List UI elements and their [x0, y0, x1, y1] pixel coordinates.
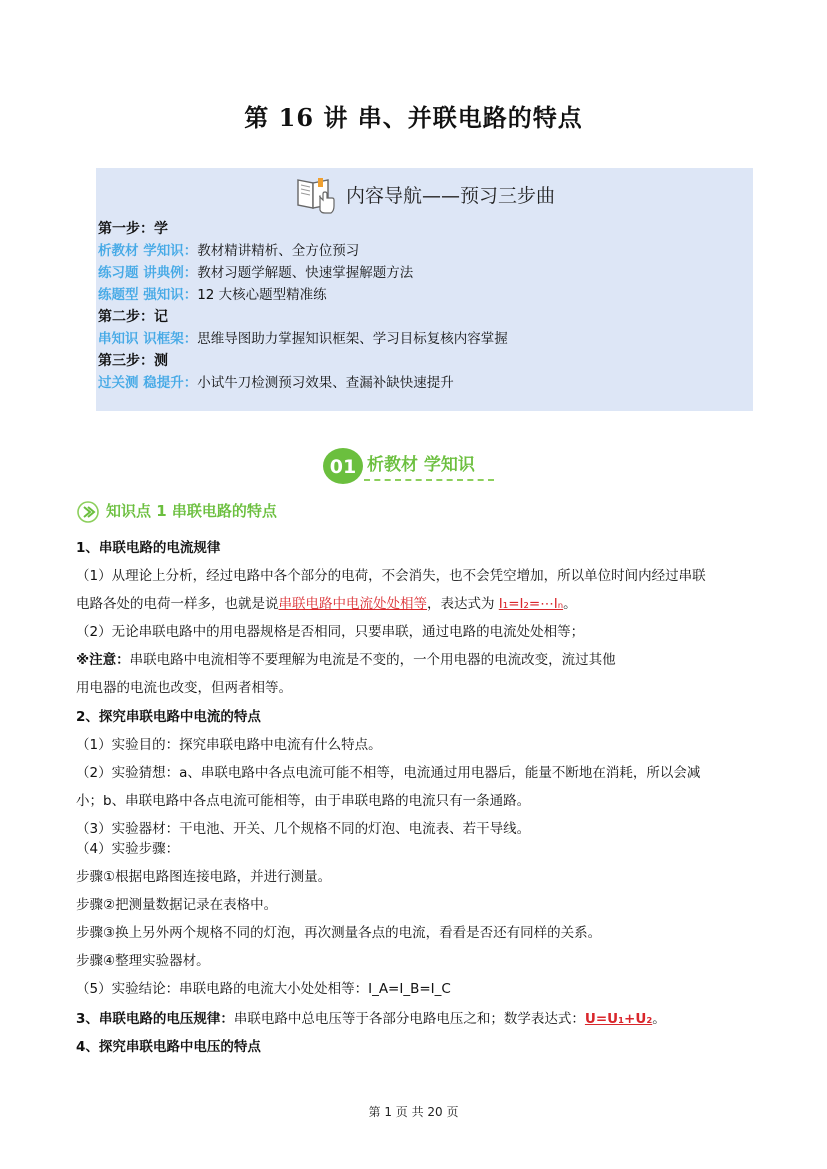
- text: 。: [652, 1011, 666, 1027]
- text: 电路各处的电荷一样多，也就是说: [76, 596, 279, 612]
- paragraph-1a: （1）从理论上分析，经过电路中各个部分的电荷，不会消失，也不会凭空增加，所以单位时间内经过串联: [76, 568, 706, 584]
- nav-heading-row: [96, 174, 753, 219]
- nav-item-keyword: 练习题 讲典例：: [98, 265, 198, 281]
- experiment-hypothesis-b: 小；b、串联电路中各点电流可能相等，由于串联电路的电流只有一条通路。: [76, 793, 531, 809]
- heading-3: [76, 1007, 666, 1027]
- note-text: 串联电路中电流相等不要理解为电流是不变的，一个用电器的电流改变，流过其他: [129, 652, 616, 668]
- paragraph-1b: [76, 592, 577, 612]
- experiment-hypothesis-a: （2）实验猜想：a、串联电路中各点电流可能不相等，电流通过用电器后，能量不断地在消耗，所以会减: [76, 765, 701, 781]
- nav-item-text: 思维导图助力掌握知识框架、学习目标复核内容掌握: [197, 331, 508, 347]
- formula-voltage: U=U₁+U₂: [584, 1011, 653, 1027]
- nav-item-text: 12 大核心题型精准练: [197, 287, 327, 303]
- step-line: 步骤②把测量数据记录在表格中。: [76, 897, 278, 913]
- nav-item-framework: [98, 328, 508, 350]
- page-title: 第 16 讲 串、并联电路的特点: [244, 103, 583, 132]
- knowledge-point-title: 知识点 1 串联电路的特点: [106, 502, 277, 520]
- chevron-circle-icon: [76, 500, 100, 524]
- nav-item-learn: [98, 240, 508, 262]
- experiment-materials: （3）实验器材：干电池、开关、几个规格不同的灯泡、电流表、若干导线。: [76, 821, 531, 837]
- section-underline: [364, 479, 494, 481]
- section-label: 析教材 学知识: [367, 455, 475, 475]
- step-2: 第二步：记: [98, 309, 168, 325]
- heading-1: 1、串联电路的电流规律: [76, 540, 221, 556]
- book-icon: [294, 174, 338, 219]
- experiment-conclusion: （5）实验结论：串联电路的电流大小处处相等：I_A=I_B=I_C: [76, 981, 451, 997]
- nav-heading: 内容导航——预习三步曲: [346, 185, 556, 207]
- heading-3-label: 3、串联电路的电压规律：: [76, 1011, 234, 1027]
- nav-item-keyword: 练题型 强知识：: [98, 287, 198, 303]
- nav-lines: [98, 218, 508, 394]
- nav-item-practice: [98, 262, 508, 284]
- nav-item-text: 教材精讲精析、全方位预习: [197, 243, 360, 259]
- heading-4: 4、探究串联电路中电压的特点: [76, 1039, 261, 1055]
- note-line-a: [76, 648, 616, 668]
- step-line: 步骤③换上另外两个规格不同的灯泡，再次测量各点的电流，看看是否还有同样的关系。: [76, 925, 602, 941]
- nav-item-keyword: 析教材 学知识：: [98, 243, 198, 259]
- section-number: 01: [329, 456, 357, 478]
- nav-item-keyword: 过关测 稳提升：: [98, 375, 198, 391]
- page-footer: 第 1 页 共 20 页: [368, 1105, 459, 1119]
- nav-item-text: 小试牛刀检测预习效果、查漏补缺快速提升: [197, 375, 454, 391]
- nav-item-test: [98, 372, 508, 394]
- text: 。: [563, 596, 577, 612]
- text: 串联电路中总电压等于各部分电路电压之和；数学表达式：: [233, 1011, 585, 1027]
- nav-item-text: 教材习题学解题、快速掌握解题方法: [197, 265, 414, 281]
- heading-2: 2、探究串联电路中电流的特点: [76, 709, 261, 725]
- step-line: 步骤④整理实验器材。: [76, 953, 210, 969]
- step-1: 第一步：学: [98, 221, 168, 237]
- paragraph-2: （2）无论串联电路中的用电器规格是否相同，只要串联，通过电路的电流处处相等；: [76, 624, 585, 640]
- section-header: [322, 446, 512, 486]
- experiment-steps-label: （4）实验步骤：: [76, 841, 180, 857]
- text: ，表达式为: [427, 596, 499, 612]
- experiment-aim: （1）实验目的：探究串联电路中电流有什么特点。: [76, 737, 382, 753]
- highlight-text: 串联电路中电流处处相等: [278, 596, 427, 612]
- step-line: 步骤①根据电路图连接电路，并进行测量。: [76, 869, 332, 885]
- note-line-b: 用电器的电流也改变，但两者相等。: [76, 680, 292, 696]
- formula-current: I₁=I₂=⋯Iₙ: [498, 596, 564, 612]
- nav-item-keyword: 串知识 识框架：: [98, 331, 198, 347]
- step-3: 第三步：测: [98, 353, 168, 369]
- note-label: ※注意：: [76, 652, 130, 668]
- content-navigation-box: [96, 168, 753, 411]
- nav-item-drill: [98, 284, 508, 306]
- section-number-badge: [322, 446, 364, 486]
